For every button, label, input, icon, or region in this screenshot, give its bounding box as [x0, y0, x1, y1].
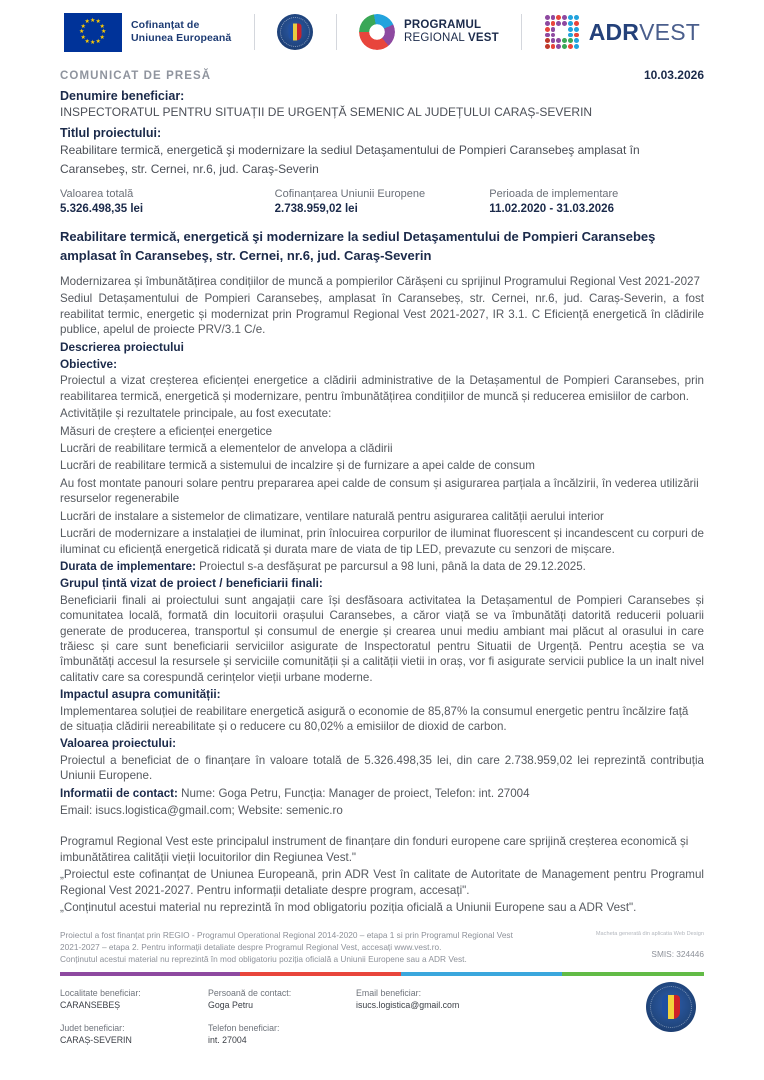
prv-text-regional: REGIONAL: [404, 32, 468, 44]
impact-text: Implementarea soluției de reabilitare energetică asigură o economie de 85,87% la consumul energetic pentru încălzire față de situația clădirii nereabilitate și o reducere cu 80,02% a emisiilor de dioxid de carbon.: [60, 704, 689, 733]
adr-vest-logo: [545, 15, 700, 49]
duration-label: Durata de implementare:: [60, 559, 196, 573]
footer-email: [356, 987, 616, 1011]
footer-value: Goga Petru: [208, 1000, 253, 1011]
project-title-label: Titlul proiectului:: [60, 126, 162, 140]
adr-dot: [556, 33, 561, 38]
adr-dot: [562, 21, 567, 26]
contact-details: Nume: Goga Petru, Funcția: Manager de proiect, Telefon: int. 27004: [177, 786, 530, 800]
footer-value: int. 27004: [208, 1035, 247, 1046]
adr-dot: [568, 21, 573, 26]
eu-text-line2: Uniunea Europeană: [131, 32, 232, 44]
adr-text-light: VEST: [639, 18, 700, 45]
activity-item: Au fost montate panouri solare pentru prepararea apei calde de consum și asigurarea parțiala a încălzirii, în vederea utilizării resurselor regenerabile: [60, 476, 699, 506]
activity-item: Lucrări de modernizare a instalației de iluminat, prin înlocuirea corpurilor de iluminat fluorescent și incandescent cu corpuri de iluminat cu eficiență energetică ridicată și durata mare de viata de tip LED, prevazute cu senzori de mișcare.: [60, 527, 704, 556]
stat-implementation-period: [489, 187, 704, 217]
eu-logo-text: [131, 19, 231, 45]
adr-dot: [574, 33, 579, 38]
adr-dot: [545, 15, 550, 20]
eu-star-icon: ★: [101, 29, 107, 35]
adr-dot: [545, 33, 550, 38]
romania-government-logo: [277, 14, 313, 50]
prv-logo-text: [404, 19, 499, 46]
fineprint-line: Proiectul a fost finanțat prin REGIO - Programul Operational Regional 2014-2020 – etapa 1 si prin Programul Regional Vest: [60, 930, 513, 941]
press-release-date: 10.03.2026: [643, 68, 704, 82]
press-release-header-row: [60, 68, 704, 82]
stat-value: 11.02.2020 - 31.03.2026: [489, 203, 614, 215]
adr-dot: [545, 38, 550, 43]
footer-key: Persoană de contact:: [208, 988, 292, 999]
stat-total-value: [60, 187, 275, 217]
adr-dot: [574, 44, 579, 49]
eu-star-icon: ★: [80, 23, 86, 30]
eu-star-icon: ★: [95, 38, 101, 45]
adr-dot: [562, 44, 567, 49]
activity-item: Lucrări de reabilitare termică a sistemului de incalzire și de furnizare a apei calde de consum: [60, 459, 535, 473]
press-release-label: COMUNICAT DE PRESĂ: [60, 70, 212, 82]
adr-dot: [545, 21, 550, 26]
prv-swirl-icon: [359, 14, 395, 50]
closing-paragraph-2: „Proiectul este cofinanțat de Uniunea Europeană, prin ADR Vest în calitate de Autoritate de Management pentru Programul Regional Vest 2021-2027. Pentru informații detaliate despre program, accesați".: [60, 868, 704, 897]
footer-value: CARANSEBEȘ: [60, 1000, 121, 1011]
logo-divider-3: [521, 14, 522, 50]
closing-paragraph-3: „Conținutul acestui material nu reprezintă în mod obligatoriu poziția oficială a Uniunii Europene sau a ADR Vest".: [60, 901, 637, 915]
eu-star-icon: ★: [84, 19, 90, 26]
project-title-value: Reabilitare termică, energetică şi modernizare la sediul Detaşamentului de Pompieri Caransebeş amplasat în Caransebeş, str. Cernei, nr.6, jud. Caraş-Severin: [60, 143, 640, 176]
intro-paragraph-2: Sediul Detașamentului de Pompieri Caransebeș, amplasat în Caransebeș, str. Cernei, nr.6, jud. Caraș-Severin, a fost reabilitat termic, energetic și modernizat prin Programul Regional Vest 2021-2027, IR 3.1. C Eficiență energetică în clădirile publice, apelul de proiecte PRV/3.1 C/e.: [60, 292, 704, 337]
adr-dot: [556, 38, 561, 43]
stat-value: 2.738.959,02 lei: [274, 203, 358, 215]
footer-locality: [60, 987, 188, 1011]
eu-star-icon: ★: [90, 18, 96, 24]
stat-eu-cofinancing: [275, 187, 490, 217]
stat-label: Perioada de implementare: [489, 188, 619, 200]
prv-text-line1: PROGRAMUL: [404, 18, 482, 31]
activity-item: Lucrări de instalare a sistemelor de climatizare, ventilare naturală pentru asigurarea calității aerului interior: [60, 509, 604, 523]
logo-divider-2: [336, 14, 337, 50]
adr-dot: [568, 33, 573, 38]
eu-star-icon: ★: [99, 23, 105, 30]
adr-dot: [562, 15, 567, 20]
adr-dot: [551, 38, 556, 43]
activities-intro: Activitățile și rezultatele principale, au fost executate:: [60, 407, 332, 421]
smis-code: SMIS: 324446: [651, 949, 704, 960]
target-group-label: Grupul țintă vizat de proiect / beneficiarii finali:: [60, 576, 323, 591]
closing-paragraph-1: Programul Regional Vest este principalul instrument de finanțare din fonduri europene care sprijină creșterea economică și imbunătătirea calității vieții locuitorilor din Regiunea Vest.": [60, 835, 689, 864]
adr-dot: [551, 21, 556, 26]
activity-item: Lucrări de reabilitare termică a elementelor de anvelopa a clădirii: [60, 442, 393, 456]
logo-divider-1: [254, 14, 255, 50]
fineprint-block: [60, 930, 704, 965]
project-heading: Reabilitare termică, energetică şi modernizare la sediul Detaşamentului de Pompieri Caransebeş amplasat în Caransebeş, str. Cernei, nr.6, jud. Caraş-Severin: [60, 229, 656, 263]
footer-county: [60, 1022, 188, 1046]
intro-paragraph-1: Modernizarea și îmbunătățirea condițiilor de muncă a pompierilor Cărășeni cu sprijinul Programului Regional Vest 2021-2027: [60, 275, 700, 288]
eu-star-icon: ★: [99, 34, 105, 41]
footer-key: Localitate beneficiar:: [60, 988, 141, 999]
beneficiary-footer: [60, 976, 704, 1046]
adr-dot: [551, 33, 556, 38]
adr-dot: [551, 27, 556, 32]
contact-label: Informatii de contact:: [60, 786, 178, 800]
eu-cofinancing-logo: [64, 13, 231, 52]
stat-label: Valoarea totală: [60, 188, 134, 200]
adr-dot: [556, 44, 561, 49]
adr-dot: [574, 38, 579, 43]
romania-coat-of-arms-footer-icon: [646, 982, 696, 1032]
objectives-label: Obiective:: [60, 357, 118, 372]
adr-dot: [545, 27, 550, 32]
project-value-text: Proiectul a beneficiat de o finanțare în valoare totală de 5.326.498,35 lei, din care 2.738.959,02 lei reprezintă contribuția Uniunii Europene.: [60, 753, 704, 783]
footer-value: isucs.logistica@gmail.com: [356, 1000, 460, 1011]
spacer: [60, 820, 704, 834]
adr-text-bold: ADR: [588, 18, 640, 45]
prv-text-vest: VEST: [468, 32, 499, 44]
adr-dot: [556, 21, 561, 26]
activity-item: Măsuri de creștere a eficienței energetice: [60, 424, 273, 438]
footer-key: Email beneficiar:: [356, 988, 422, 999]
description-heading: Descrierea proiectului: [60, 339, 184, 354]
contact-line-2: Email: isucs.logistica@gmail.com; Website: semenic.ro: [60, 804, 343, 817]
eu-star-icon: ★: [95, 19, 101, 26]
beneficiary-value: INSPECTORATUL PENTRU SITUAȚII DE URGENȚĂ SEMENIC AL JUDEȚULUI CARAȘ-SEVERIN: [60, 105, 593, 119]
eu-star-icon: ★: [90, 40, 96, 46]
adr-dot: [568, 44, 573, 49]
programul-regional-vest-logo: [359, 14, 499, 50]
logo-header-strip: [60, 0, 704, 62]
beneficiary-footer-row: [60, 987, 704, 1011]
footer-key: Telefon beneficiar:: [208, 1023, 280, 1034]
impact-label: Impactul asupra comunității:: [60, 687, 221, 702]
footer-phone: [208, 1022, 336, 1046]
adr-dot: [562, 27, 567, 32]
duration-paragraph: [60, 559, 704, 574]
adr-dot-grid-icon: [545, 15, 579, 49]
fineprint-line: 2021-2027 – etapa 2. Pentru informații detaliate despre Programul Regional Vest, accesați www.vest.ro.: [60, 942, 442, 953]
duration-value: Proiectul s-a desfășurat pe parcursul a 98 luni, până la data de 29.12.2025.: [195, 559, 586, 573]
eu-star-icon: ★: [80, 34, 86, 41]
contact-line-1: [60, 786, 704, 801]
eu-star-icon: ★: [84, 38, 90, 45]
document-body: [60, 62, 704, 1046]
spacer: [60, 917, 704, 924]
objectives-text: Proiectul a vizat creșterea eficienței energetice a clădirii administrative de la Detașamentul de Pompieri Caransebes, prin reabilitarea termică, energetică și modernizare, pentru îmbunătățirea condițiilor de muncă și reducerea emisiilor de carbon.: [60, 374, 704, 403]
footer-key: Judet beneficiar:: [60, 1023, 125, 1034]
beneficiary-footer-row: [60, 1022, 704, 1046]
fineprint-line: Conținutul acestui material nu reprezintă în mod obligatoriu poziția oficială a Uniunii Europene sau a ADR Vest.: [60, 953, 467, 964]
adr-dot: [556, 15, 561, 20]
prv-text-line2: [404, 32, 499, 46]
beneficiary-label: Denumire beneficiar:: [60, 89, 185, 103]
fineprint-meta: [596, 930, 704, 959]
stat-label: Cofinanțarea Uniunii Europene: [274, 188, 426, 200]
macheta-note: Macheta generată din aplicatia Web Design: [595, 931, 704, 938]
footer-contact-person: [208, 987, 336, 1011]
eu-star-icon: ★: [79, 29, 85, 35]
adr-dot: [568, 27, 573, 32]
romania-coat-of-arms-icon: [277, 14, 313, 50]
eu-text-line1: Cofinanțat de: [131, 19, 200, 31]
fineprint-text: [60, 930, 513, 965]
stat-value: 5.326.498,35 lei: [60, 203, 144, 215]
adr-dot: [551, 15, 556, 20]
adr-dot: [574, 15, 579, 20]
adr-dot: [562, 33, 567, 38]
adr-dot: [556, 27, 561, 32]
adr-dot: [562, 38, 567, 43]
adr-dot: [574, 27, 579, 32]
project-value-label: Valoarea proiectului:: [60, 736, 177, 751]
adr-dot: [568, 38, 573, 43]
adr-dot: [545, 44, 550, 49]
target-group-text: Beneficiarii finali ai proiectului sunt angajații care își desfăsoara activitatea la Detașamentul de Pompieri Caransebes și comunitatea locală, formată din locuitorii orașului Caransebes, a căror viață se va îmbunătăți datorită reducerii poluarii generate de producerea, transportul și consumul de energie și crearea unui mediu ambiant mai plăcut al orasului in care trăiesc și care sunt beneficiarii serviciilor asigurate de Inspectoratul pentru Situatii de Urgență. Pentru aceștia se va îmbunătăți accesul la resursele și serviciile comunității și a calității vietii in oraș, vor fi asigurate servicii publice la un inalt nivel calitativ care sa corespundă cerințelor vieții urbane moderne.: [60, 593, 704, 684]
footer-value: CARAȘ-SEVERIN: [60, 1035, 132, 1046]
project-stats-row: [60, 187, 704, 217]
adr-dot: [574, 21, 579, 26]
adr-dot: [568, 15, 573, 20]
adr-logo-text: [588, 18, 700, 45]
eu-flag-icon: [64, 13, 122, 52]
adr-dot: [551, 44, 556, 49]
